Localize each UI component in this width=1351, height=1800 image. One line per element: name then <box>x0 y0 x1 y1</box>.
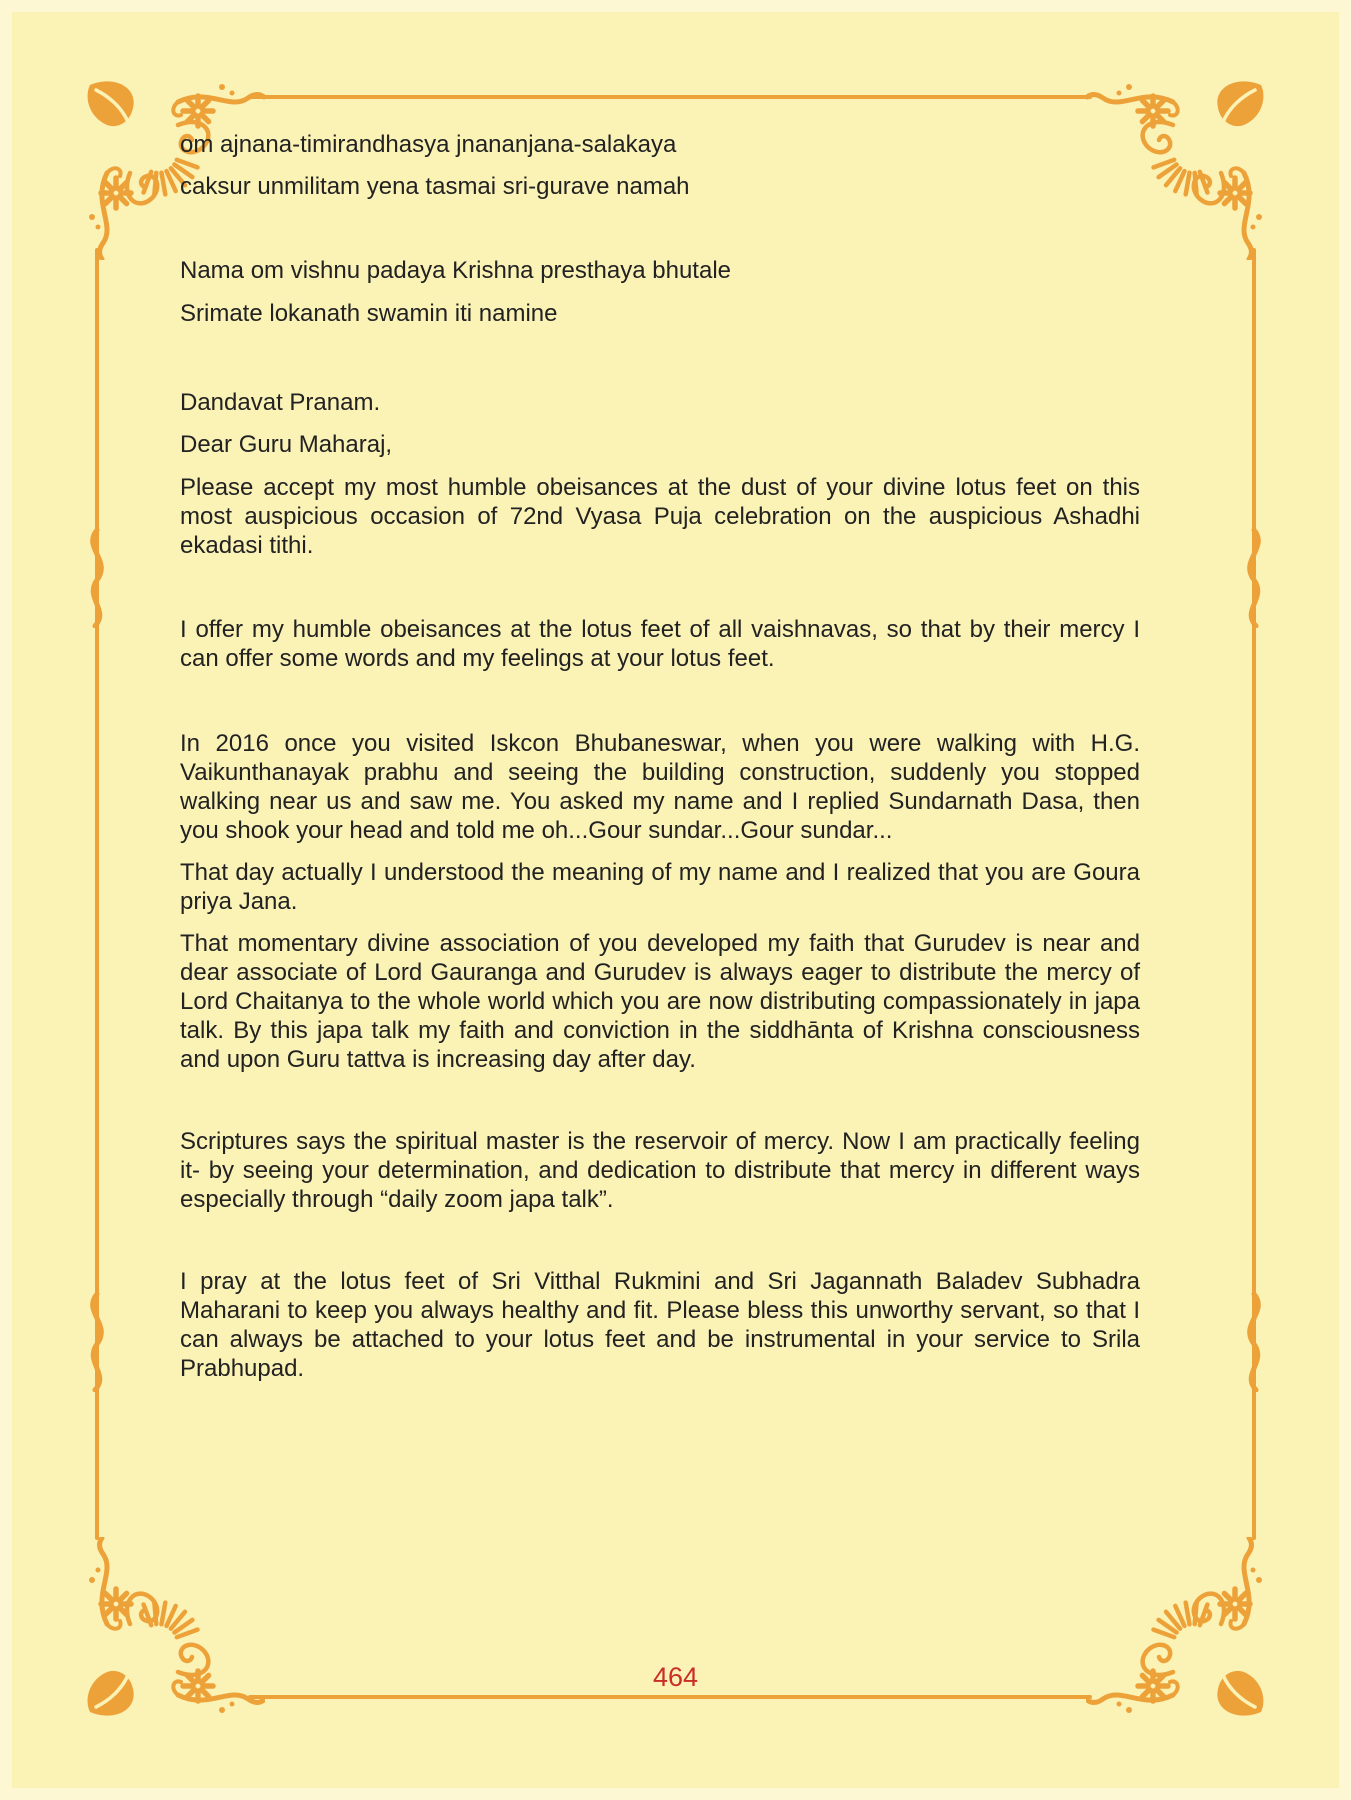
letter-paragraph: I pray at the lotus feet of Sri Vitthal Rukmini and Sri Jagannath Baladev Subhadra Maharani to keep you always healthy and fit. Please bless this unworthy servant, so that I can always be attached to your lotus feet and be instrumental in your service to Srila Prabhupad. <box>180 1268 1140 1382</box>
letter-paragraph: That momentary divine association of you developed my faith that Gurudev is near and dear associate of Lord Gauranga and Gurudev is always eager to distribute the mercy of Lord Chaitanya to the whole world which you are now distributing compassionately in japa talk. By this japa talk my faith and conviction in the siddhānta of Krishna consciousness and upon Guru tattva is increasing day after day. <box>180 930 1140 1073</box>
letter-paragraph: Please accept my most humble obeisances at the dust of your divine lotus feet on this most auspicious occasion of 72nd Vyasa Puja celebration on the auspicious Ashadhi ekadasi tithi. <box>180 474 1140 559</box>
border-flourish-icon <box>82 528 112 628</box>
page-number: 464 <box>652 1662 699 1692</box>
border-flourish-icon <box>82 1292 112 1392</box>
salutation-line: Dear Guru Maharaj, <box>180 431 393 458</box>
floral-corner-bottom-left-icon <box>80 1537 265 1722</box>
floral-corner-bottom-right-icon <box>1086 1537 1271 1722</box>
border-flourish-icon <box>1239 1292 1269 1392</box>
border-line-top <box>248 95 1092 99</box>
border-flourish-icon <box>1239 528 1269 628</box>
letter-paragraph: That day actually I understood the meaning of my name and I realized that you are Goura priya Jana. <box>180 859 1140 915</box>
letter-paragraph: I offer my humble obeisances at the lotus feet of all vaishnavas, so that by their mercy I can offer some words and my feelings at your lotus feet. <box>180 616 1140 672</box>
letter-paragraph: In 2016 once you visited Iskcon Bhubaneswar, when you were walking with H.G. Vaikunthanayak prabhu and seeing the building construction, suddenly you stopped walking near us and saw me. You asked my name and I replied Sundarnath Dasa, then you shook your head and told me oh...Gour sundar...Gour sundar... <box>180 730 1140 844</box>
invocation-verse-line: om ajnana-timirandhasya jnananjana-salakaya <box>180 131 677 158</box>
letter-body <box>180 130 1140 1383</box>
invocation-verse-line: Srimate lokanath swamin iti namine <box>180 300 558 327</box>
invocation-verse-line: caksur unmilitam yena tasmai sri-gurave namah <box>180 173 690 200</box>
salutation-line: Dandavat Pranam. <box>180 389 381 416</box>
invocation-verse-line: Nama om vishnu padaya Krishna presthaya bhutale <box>180 257 731 284</box>
border-line-bottom <box>248 1695 1092 1699</box>
letter-paragraph: Scriptures says the spiritual master is the reservoir of mercy. Now I am practically feeling it- by seeing your determination, and dedication to distribute that mercy in different ways especially through “daily zoom japa talk”. <box>180 1128 1140 1213</box>
